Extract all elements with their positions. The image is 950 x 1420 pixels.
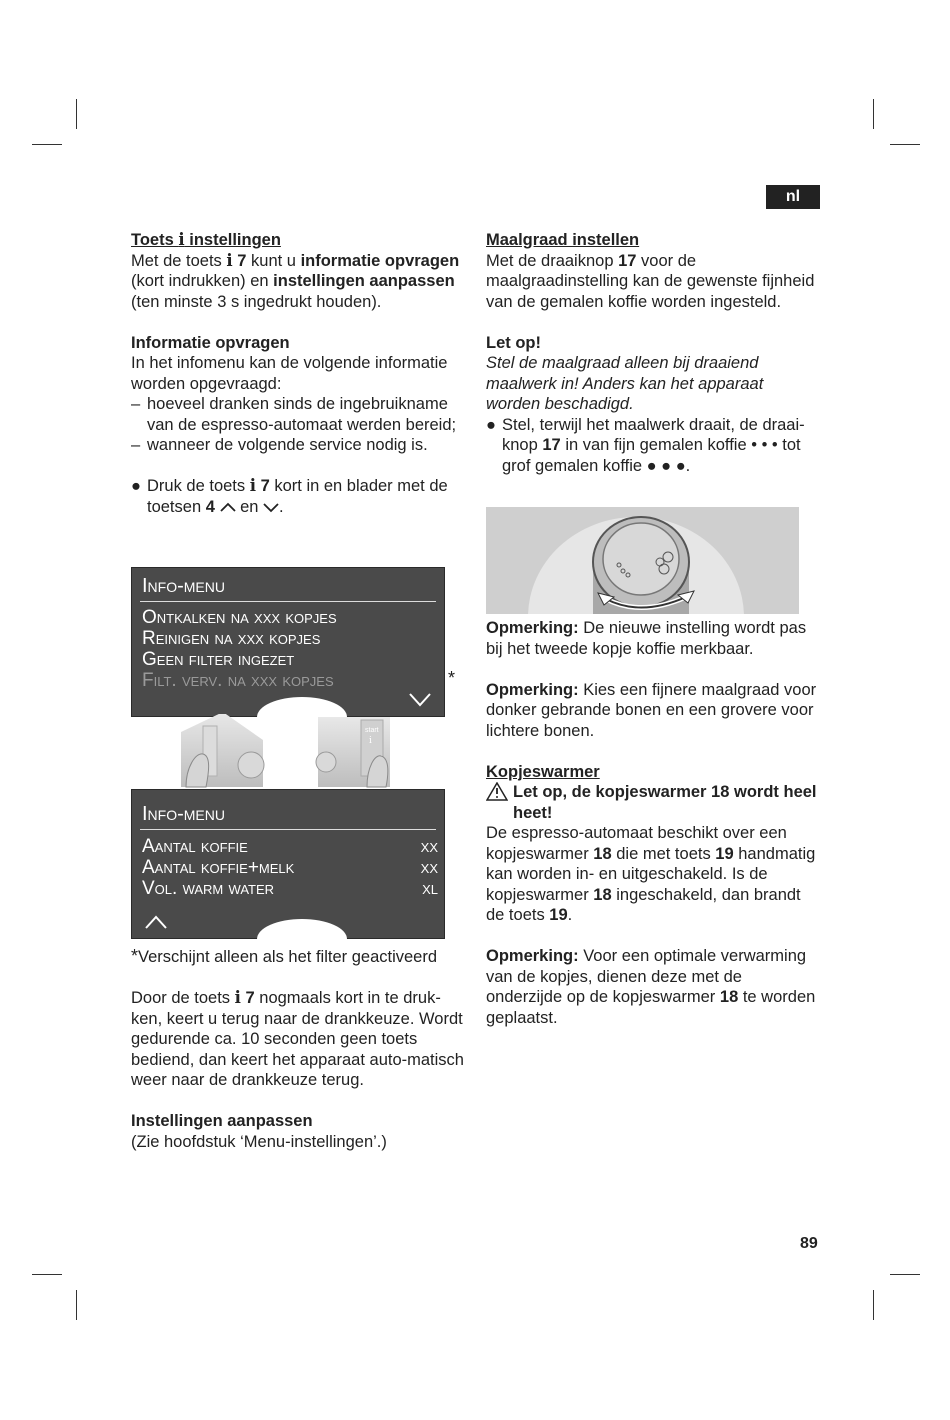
menu-row: Aantal koffie xx [142,836,438,857]
menu-row: Vol. warm water xl [142,878,438,899]
list-item: – hoeveel dranken sinds de ingebruikname van de espresso-automaat werden bereid; [131,395,457,434]
crop-mark [32,1274,62,1275]
settings-paragraph: (Zie hoofdstuk ‘Menu-instellingen’.) [131,1132,387,1151]
section-heading: Toets i instellingen [131,230,281,249]
left-column [131,230,466,517]
crop-mark [873,99,874,129]
button-illustration [131,712,443,796]
right-column-lower [486,618,821,1028]
crop-mark [76,1290,77,1320]
info-icon: i [226,250,233,270]
note-paragraph: Opmerking: De nieuwe instelling wordt pas bij het tweede kopje koffie merkbaar. [486,619,807,658]
subheading-settings: Instellingen aanpassen [131,1112,313,1130]
crop-mark [76,99,77,129]
menu-row: Filt. verv. na xxx kopjes [142,670,334,691]
grind-paragraph: Met de draaiknop 17 voor de maalgraadinstelling kan de gewenste fijnheid van de gemalen koffie worden ingesteld. [486,251,815,311]
info-paragraph: In het infomenu kan de volgende informatie worden opgevraagd: [131,354,448,393]
crop-mark [32,144,62,145]
button-label: start [365,727,379,734]
menu-row: Reinigen na xxx kopjes [142,628,321,649]
menu-row-value: xl [422,878,438,899]
note-paragraph: Opmerking: Voor een optimale verwarming van de kopjes, dienen deze met de onderzijde op de kopjeswarmer 18 te worden geplaatst. [486,947,816,1027]
list-item: – wanneer de volgende service nodig is. [131,436,428,454]
info-icon: i [234,988,241,1007]
info-menu-screen [131,567,445,717]
intro-paragraph: Met de toets i 7 kunt u informatie opvragen (kort indrukken) en instellingen aanpassen (ten minste 3 s ingedrukt houden). [131,250,460,311]
page-number: 89 [800,1235,818,1252]
info-icon: i [178,230,185,249]
chevron-up-icon [144,914,168,930]
warning-text: Stel de maalgraad alleen bij draaiend maalwerk in! Anders kan het apparaat worden beschadigd. [486,354,764,413]
info-menu-screen [131,789,445,939]
warning-triangle-icon [486,782,508,801]
warmer-paragraph: De espresso-automaat beschikt over een kopjeswarmer 18 die met toets 19 handmatig kan worden in- en uitgeschakeld. Is de kopjeswarmer 18 ingeschakeld, dan brandt de toets 19. [486,824,816,924]
left-column-lower [131,988,466,1152]
note-paragraph: Opmerking: Kies een fijnere maalgraad voor donker gebrande bonen en een grovere voor lichtere bonen. [486,680,817,740]
menu-row: Geen filter ingezet [142,649,295,670]
language-tab: nl [766,185,820,209]
menu-row: Ontkalken na xxx kopjes [142,607,337,628]
menu-row: Aantal koffie+melk xx [142,857,438,878]
asterisk-mark: * [448,668,456,688]
section-heading: Maalgraad instellen [486,231,640,249]
crop-mark [890,1274,920,1275]
return-paragraph: Door de toets i 7 nogmaals kort in te druk-ken, keert u terug naar de drankkeuze. Wordt gedurende ca. 10 seconden geen toets bediend, dan keert het apparaat auto-matisch weer naar de drankkeuze terug. [131,988,464,1089]
grinder-knob-image [486,507,799,614]
instruction-bullet: ● Stel, terwijl het maalwerk draait, de draai-knop 17 in van fijn gemalen koffie • • • tot grof gemalen koffie ● ● ●. [486,415,805,475]
chevron-down-icon [408,692,432,708]
button-label: i [369,736,372,746]
crop-mark [873,1290,874,1320]
instruction-bullet: ● Druk de toets i 7 kort in en blader met de toetsen 4 en . [131,476,448,516]
screen-title: Info-menu [142,575,225,597]
caution-line: Let op, de kopjeswarmer 18 wordt heel heet! [486,782,821,823]
screen-title: Info-menu [142,803,225,825]
info-icon: i [249,476,256,495]
chevron-down-icon [263,501,279,513]
chevron-up-icon [220,501,236,513]
section-heading: Kopjeswarmer [486,762,600,781]
right-column [486,230,821,476]
crop-mark [890,144,920,145]
menu-row-value: xx [420,836,438,857]
subheading-info: Informatie opvragen [131,333,290,352]
menu-row-value: xx [420,857,438,878]
footnote: *Verschijnt alleen als het filter geactiveerd [131,946,438,966]
warning-title: Let op! [486,333,541,352]
